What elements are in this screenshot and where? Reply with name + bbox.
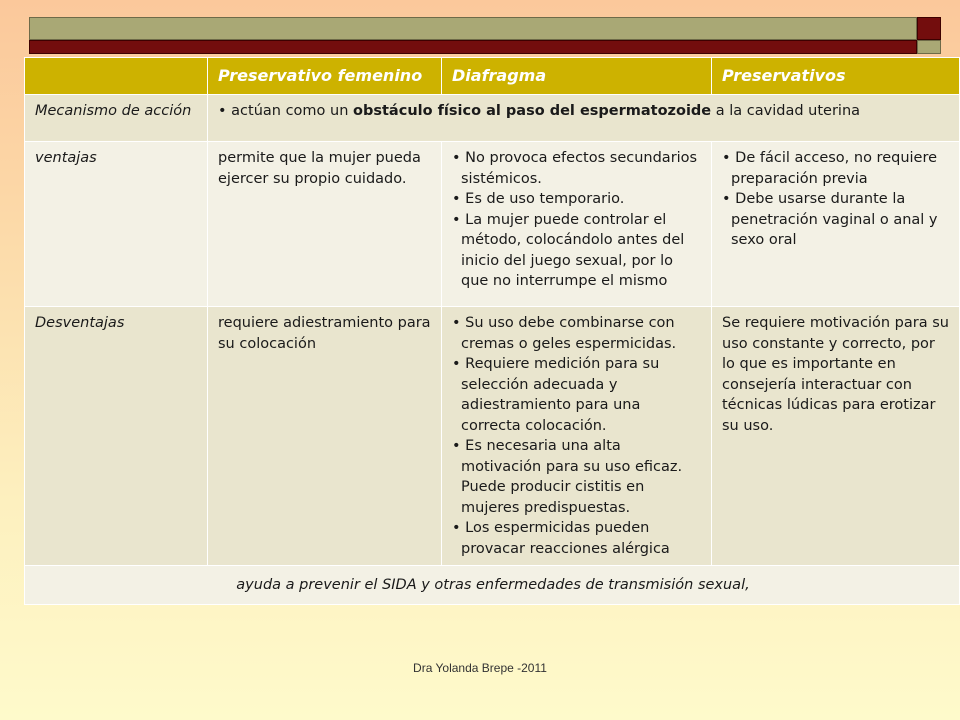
list-item: • Debe usarse durante la penetración vaginal o anal y sexo oral bbox=[722, 189, 951, 251]
desventajas-preservativos: Se requiere motivación para su uso constante y correcto, por lo que es importante en consejería interactuar con técnicas lúdicas para erotizar su uso. bbox=[712, 307, 960, 566]
header-preservativo-femenino: Preservativo femenino bbox=[208, 58, 442, 95]
row-label-ventajas: ventajas bbox=[25, 142, 208, 307]
list-item: • La mujer puede controlar el método, colocándolo antes del inicio del juego sexual, por lo que no interrumpe el mismo bbox=[452, 210, 703, 292]
row-ventajas bbox=[25, 142, 960, 307]
desventajas-femenino: requiere adiestramiento para su colocación bbox=[208, 307, 442, 566]
decorative-olive-square bbox=[917, 40, 941, 54]
ventajas-diafragma bbox=[442, 142, 712, 307]
row-mecanismo bbox=[25, 95, 960, 142]
list-item: • Su uso debe combinarse con cremas o geles espermicidas. bbox=[452, 313, 703, 354]
header-diafragma: Diafragma bbox=[442, 58, 712, 95]
list-item: • Los espermicidas pueden provacar reacciones alérgica bbox=[452, 518, 703, 559]
author-credit: Dra Yolanda Brepe -2011 bbox=[413, 661, 547, 675]
list-item: • No provoca efectos secundarios sistémicos. bbox=[452, 148, 703, 189]
ventajas-femenino: permite que la mujer pueda ejercer su propio cuidado. bbox=[208, 142, 442, 307]
row-label-mecanismo: Mecanismo de acción bbox=[25, 95, 208, 142]
row-desventajas bbox=[25, 307, 960, 566]
desventajas-diafragma bbox=[442, 307, 712, 566]
row-label-desventajas: Desventajas bbox=[25, 307, 208, 566]
contraceptive-comparison-table bbox=[24, 57, 960, 605]
ventajas-preservativos bbox=[712, 142, 960, 307]
list-item: • Es necesaria una alta motivación para su uso eficaz. Puede producir cistitis en mujeres predispuestas. bbox=[452, 436, 703, 518]
list-item: • Requiere medición para su selección adecuada y adiestramiento para una correcta colocación. bbox=[452, 354, 703, 436]
decorative-red-bar bbox=[29, 40, 917, 54]
list-item: • Es de uso temporario. bbox=[452, 189, 703, 210]
footer-note: ayuda a prevenir el SIDA y otras enfermedades de transmisión sexual, bbox=[25, 566, 960, 605]
mecanismo-bold: obstáculo físico al paso del espermatozoide bbox=[353, 103, 712, 119]
decorative-red-square bbox=[917, 17, 941, 40]
mecanismo-cell bbox=[208, 95, 960, 142]
mecanismo-text: • actúan como un obstáculo físico al paso del espermatozoide a la cavidad uterina bbox=[218, 101, 951, 122]
header-preservativos: Preservativos bbox=[712, 58, 960, 95]
header-empty bbox=[25, 58, 208, 95]
header-row bbox=[25, 58, 960, 95]
row-footer bbox=[25, 566, 960, 605]
decorative-olive-bar bbox=[29, 17, 917, 40]
list-item: • De fácil acceso, no requiere preparación previa bbox=[722, 148, 951, 189]
